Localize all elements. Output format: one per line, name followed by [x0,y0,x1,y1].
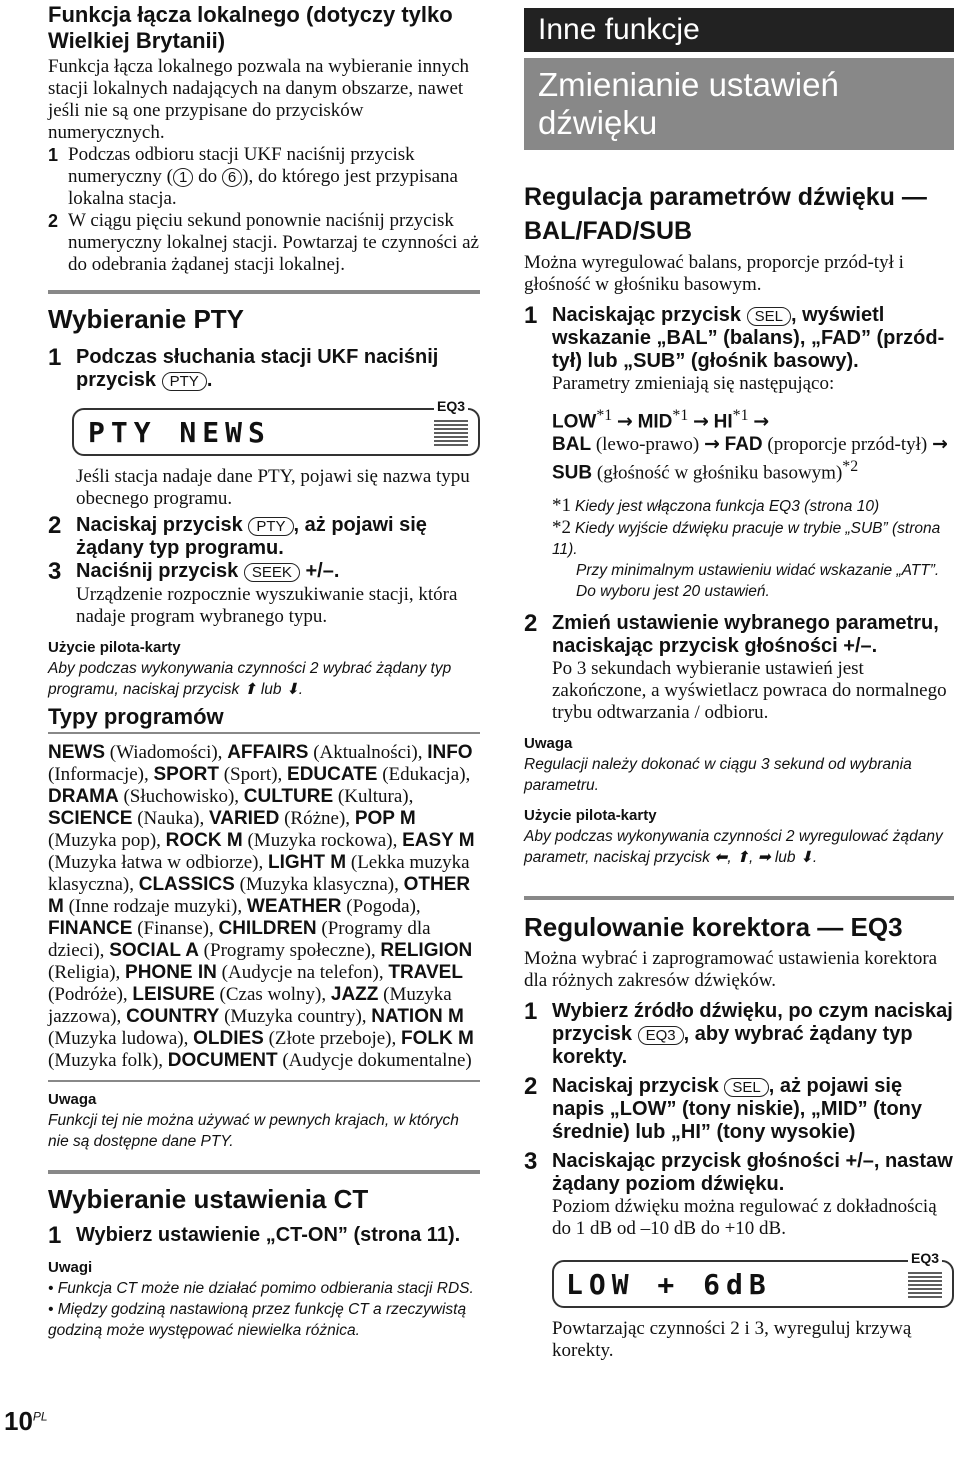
local-step-1: 1 Podczas odbioru stacji UKF naciśnij przycisk numeryczny ( 1 do 6 ), do którego jest przypisana lokalna stacja. [48,144,458,209]
program-type-name: DRAMA [48,786,119,807]
program-type-name: OTHER M [48,874,471,917]
program-type-name: COUNTRY [126,1006,220,1027]
banner-inne-funkcje: Inne funkcje [524,8,954,52]
pty-step-2: 2 Naciskaj przycisk PTY , aż pojawi się żądany typ programu. [48,512,427,559]
eq-bars-icon [908,1272,942,1298]
bal-step-1-body: Parametry zmieniają się następująco: [552,373,835,394]
eq-step-1: 1 Wybierz źródło dźwięku, po czym naciskaj przycisk EQ3 , aby wybrać żądany typ korekty. [524,997,953,1068]
program-type-name: PHONE IN [125,962,217,983]
program-type-desc: (Aktualności), [308,742,428,763]
pty-title: Wybieranie PTY [48,304,245,334]
bal-intro: Można wyregulować balans, proporcje przód-tył i głośność w głośniku basowym. [524,252,904,295]
uwagi-item-1: • Funkcja CT może nie działać pomimo odbierania stacji RDS. [48,1280,474,1297]
ct-step-1: 1 Wybierz ustawienie „CT-ON” (strona 11). [48,1222,461,1249]
pty-key: PTY [162,372,207,391]
uwaga-note: Funkcji tej nie można używać w pewnych krajach, w których nie są dostępne dane PTY. [48,1112,459,1150]
seek-key: SEEK [244,563,300,582]
program-type-name: SCIENCE [48,808,133,829]
program-type-desc: (Muzyka rockowa), [242,830,403,851]
program-type-name: WEATHER [246,896,342,917]
program-type-desc: (Podróże), [48,984,133,1005]
program-type-desc: (Muzyka folk), [48,1050,168,1071]
eq-step-2: 2 Naciskaj przycisk SEL , aż pojawi się napis „LOW” (tony niskie), „MID” (tony średnie) lub „HI” (tony wysokie) [524,1072,922,1143]
program-type-name: TRAVEL [388,962,463,983]
program-type-desc: (Czas wolny), [214,984,331,1005]
uwagi-item-2: • Między godziną nastawioną przez funkcję CT a rzeczywistą godziną może występować niewielka różnica. [48,1301,467,1339]
eq-step-3-end: Powtarzając czynności 2 i 3, wyreguluj krzywą korekty. [552,1317,912,1361]
bal-step-1: 1 Naciskając przycisk SEL , wyświetl wskazanie „BAL” (balans), „FAD” (przód-tył) lub „SUB” (głośnik basowy). [524,302,945,372]
program-type-name: DOCUMENT [167,1050,278,1071]
program-type-desc: (Audycje na telefon), [216,962,389,983]
right-uwaga-note: Regulacji należy dokonać w ciągu 3 sekund od wybrania parametru. [524,755,912,794]
program-type-desc: (Pogoda), [341,896,421,917]
program-type-desc: (Nauka), [132,808,209,829]
program-type-name: CHILDREN [218,918,317,939]
remote-heading: Użycie pilota-karty [48,639,181,656]
banner-zmienianie: Zmienianie ustawień dźwięku [524,58,954,150]
arrow-right-icon: → [616,410,633,433]
program-type-desc: (Złote przeboje), [263,1028,401,1049]
program-type-desc: (Informacje), [48,764,154,785]
key-1: 1 [173,168,193,187]
program-type-desc: (Lekka muzyka klasyczna), [48,852,470,895]
program-type-name: SPORT [153,764,219,785]
page-number: $10^{PL}$ [4,1406,48,1436]
program-type-desc: (Edukacja), [377,764,471,785]
program-type-name: SOCIAL A [109,940,199,961]
program-type-name: AFFAIRS [227,742,309,763]
eq-bars-icon [434,420,468,446]
program-type-name: CLASSICS [138,874,235,895]
footnote-1: *1 Kiedy jest włączona funkcja EQ3 (strona 10) [552,494,880,516]
program-type-name: LIGHT M [268,852,347,873]
bal-step-2-body: Po 3 sekundach wybieranie ustawień jest zakończone, a wyświetlacz powraca do normalnego trybu odtwarzania / odbioru. [552,657,947,723]
bal-step-2: 2 Zmień ustawienie wybranego parametru, naciskając przycisk głośności +/–. [524,609,939,657]
program-type-name: JAZZ [330,984,379,1005]
program-type-name: FOLK M [401,1028,474,1049]
uwagi-heading: Uwagi [48,1259,93,1276]
pty-step-3-body: Urządzenie rozpocznie wyszukiwanie stacji, która nadaje program wybranego typu. [76,584,458,627]
program-type-desc: (Muzyka klasyczna), [234,874,404,895]
program-type-desc: (Programy dla dzieci), [48,918,431,961]
program-type-desc: (Wiadomości), [105,742,228,763]
program-type-desc: (Różne), [279,808,355,829]
program-type-name: INFO [427,742,473,763]
left-column [48,0,480,1341]
pty-step-1: 1 Podczas słuchania stacji UKF naciśnij przycisk PTY . [48,344,439,391]
program-type-name: EASY M [402,830,475,851]
arrow-right-icon: → [703,433,720,456]
program-type-desc: (Religia), [48,962,126,983]
program-type-desc: (Muzyka ludowa), [48,1028,194,1049]
program-type-name: NEWS [48,742,105,763]
arrow-right-icon: → [692,410,709,433]
pty-step-1-body: Jeśli stacja nadaje dane PTY, pojawi się nazwa typu obecnego programu. [76,466,470,509]
arrow-right-icon: → [932,433,948,456]
program-type-desc: (Słuchowisko), [118,786,244,807]
types-title: Typy programów [48,704,224,729]
right-column [524,0,954,1362]
param-sequence: LOW$^{*1}$ → MID$^{*1}$ → HI$^{*1}$ → BAL (lewo-prawo) → FAD (proporcje przód-tył) → SUB (głośność w głośniku basowym)$^{*2}$ [552,407,948,484]
program-type-desc: (Muzyka jazzowa), [48,984,452,1027]
program-type-name: EDUCATE [287,764,378,785]
uwaga-heading: Uwaga [48,1091,97,1108]
program-type-name: LEISURE [132,984,215,1005]
footnotes [552,495,954,602]
footnote-2: *2 Kiedy wyjście dźwięku pracuje w trybie „SUB” (strona 11). [552,516,941,558]
program-type-name: VARIED [208,808,280,829]
program-type-desc: (Finanse), [132,918,219,939]
right-remote-note: Aby podczas wykonywania czynności 2 wyregulować żądany parametr, naciskaj przycisk ⬅, ⬆, ➡ lub ⬇. [524,827,943,866]
program-type-desc: (Muzyka pop), [48,830,166,851]
remote-note: Aby podczas wykonywania czynności 2 wybrać żądany typ programu, naciskaj przycisk ⬆ lub ⬇. [48,660,452,698]
program-type-desc: (Muzyka country), [219,1006,372,1027]
program-type-name: POP M [354,808,416,829]
local-link-title: Funkcja łącza lokalnego (dotyczy tylko Wielkiej Brytanii) [48,2,453,53]
sel-key: SEL [747,307,791,326]
program-type-name: FINANCE [48,918,133,939]
lcd-display-pty: PTY NEWS EQ3 [72,408,480,456]
pty-step-3: 3 Naciśnij przycisk SEEK +/–. [48,558,340,585]
ct-title: Wybieranie ustawienia CT [48,1184,369,1214]
program-type-desc: (Programy społeczne), [198,940,381,961]
bal-title: Regulacja parametrów dźwięku — BAL/FAD/SUB [524,183,927,245]
program-type-desc: (Inne rodzaje muzyki), [63,896,247,917]
local-step-2: 2 W ciągu pięciu sekund ponownie naciśnij przycisk numeryczny lokalnej stacji. Powtarzaj te czynności aż do odebrania żądanej stacji lokalnej. [48,210,479,275]
program-type-desc: (Sport), [218,764,288,785]
program-type-desc: (Muzyka łatwa w odbiorze), [48,852,269,873]
right-remote-heading: Użycie pilota-karty [524,806,657,824]
program-type-desc: (Audycje dokumentalne) [277,1050,472,1071]
program-type-name: OLDIES [193,1028,264,1049]
eq-title: Regulowanie korektora — EQ3 [524,911,903,942]
local-link-intro: Funkcja łącza lokalnego pozwala na wybieranie innych stacji lokalnych nadających na danym obszarze, nawet jeśli nie są one przypisane do przycisków numerycznych. [48,56,469,143]
program-types-list [48,742,480,1072]
eq3-key: EQ3 [638,1026,684,1045]
program-type-name: ROCK M [165,830,243,851]
program-type-name: CULTURE [243,786,334,807]
eq-step-3-body: Poziom dźwięku można regulować z dokładnością do 1 dB od –10 dB do +10 dB. [552,1195,937,1239]
right-uwaga-heading: Uwaga [524,734,573,752]
arrow-right-icon: → [753,410,770,433]
program-type-name: RELIGION [380,940,473,961]
section-rule [48,290,480,294]
lcd-display-eq: LOW + 6dB EQ3 [552,1260,954,1308]
program-type-desc: (Kultura), [333,786,414,807]
eq-step-3: 3 Naciskając przycisk głośności +/–, nastaw żądany poziom dźwięku. [524,1147,953,1195]
eq-intro: Można wybrać i zaprogramować ustawienia korektora dla różnych zakresów dźwięków. [524,947,938,991]
program-type-name: NATION M [371,1006,464,1027]
key-6: 6 [222,168,242,187]
footnote-2b: Przy minimalnym ustawieniu widać wskazanie „ATT”. Do wyboru jest 20 ustawień. [576,561,940,600]
